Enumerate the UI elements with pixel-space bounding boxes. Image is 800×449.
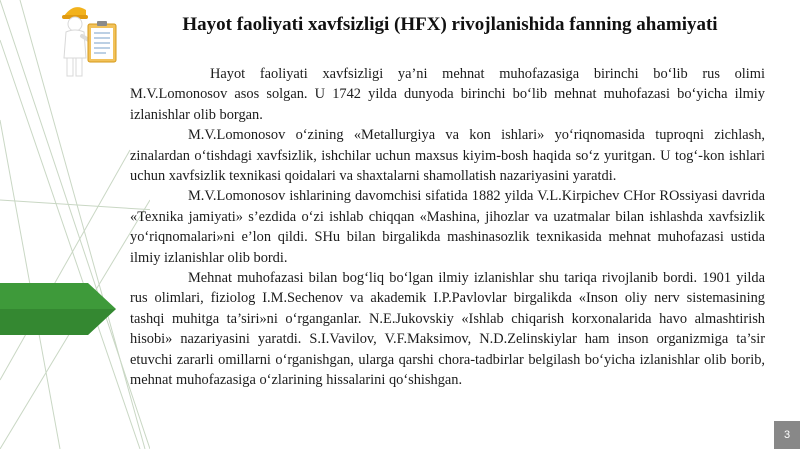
paragraph: Hayot faoliyati xavfsizligi ya’ni mehnat muhofazasiga birinchi bo‘lib rus olimi M.V.Lomonosov asos solgan. U 1742 yilda dunyoda birinchi bo‘lib mehnat muhofazasi bo‘yicha ilmiy izlanishlar olib borgan. — [130, 66, 765, 123]
green-arrow-banner — [0, 283, 116, 335]
clipboard-icon — [88, 21, 116, 62]
paragraph: Mehnat muhofazasi bilan bog‘liq bo‘lgan ilmiy izlanishlar shu tariqa rivojlanib bordi. 1901 yilda rus olimlari, fiziolog I.M.Sechenov va akademik I.P.Pavlovlar birgalikda «Inson oliy nerv sistemasining tashqi muhitga ta’siri»ni o‘rganganlar. N.E.Jukovskiy «Ishlab chiqarish korxonalarida havo almashtirish hisobi» nazariyasini yaratdi. S.I.Vavilov, V.F.Maksimov, N.D.Zelinskiylar ham inson organizmiga ta’sir etuvchi zararli omillarni o‘rganishgan, ularga qarshi chora-tadbirlar belgilash bo‘yicha izlanishlar olib borib, mehnat muhofazasiga o‘zlarining hissalarini qo‘shishgan. — [130, 270, 765, 389]
slide-body — [130, 64, 765, 391]
page-number-badge: 3 — [774, 421, 800, 449]
worker-helmet-icon — [52, 2, 120, 80]
paragraph: M.V.Lomonosov ishlarining davomchisi sifatida 1882 yilda V.L.Kirpichev CHor ROssiyasi davrida «Texnika jamiyati» s’ezdida o‘zi ishlab chiqqan «Mashina, jihozlar va uzatmalar bilan ishlashda xavfsizlik yo‘riqnomalari»ni e’lon qildi. SHu bilan birgalikda mashinasozlik texnikasida mehnat muhofazasi ustida ilmiy izlanishlar olib bordi. — [130, 188, 765, 266]
paragraph: M.V.Lomonosov o‘zining «Metallurgiya va kon ishlari» yo‘riqnomasida tuproqni zichlash, zinalardan o‘tishdagi xavfsizlik, ishchilar uchun maxsus kiyim-bosh haqida so‘z yuritgan. U tog‘-kon ishlari uchun xavfsizlik texnikasi qoidalari va shaxtalarni shamollatish nazariyasini yaratdi. — [130, 127, 765, 185]
slide-title: Hayot faoliyati xavfsizligi (HFX) rivojlanishida fanning ahamiyati — [182, 14, 718, 35]
